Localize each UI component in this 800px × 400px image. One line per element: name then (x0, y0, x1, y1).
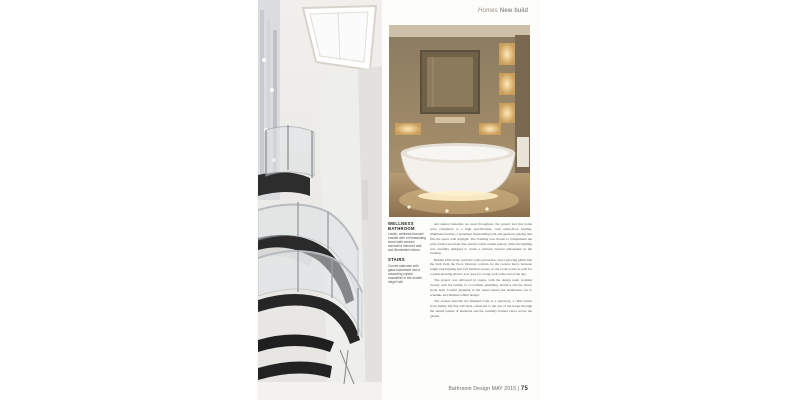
body-paragraph: and natural materials are used throughout, the project and this home were completed to a high specification, with under-floor heating, illuminated niches, a statement freestanding bath and generous glazing that fills the space with daylight. The cladding was chosen to complement the wide-format porcelain tiles and the warm walnut joinery, while the lighting was carefully designed to create a relaxed, layered atmosphere in the evening. (430, 222, 532, 256)
caption-text: Lavish, wellness-focused ensuite with a freestanding stone bath centred beneath a mirrored wall and illuminated niches. (388, 232, 426, 253)
caption-stairs (388, 258, 426, 284)
staircase-illustration (258, 0, 382, 400)
caption-text: Curved staircase with glass balustrade and a cascading crystal chandelier in the double-height hall. (388, 263, 423, 284)
page-number: 75 (520, 386, 528, 392)
caption-bathroom (388, 222, 426, 252)
staircase-photo (258, 0, 382, 400)
folio-publication: Bathroom Design (448, 386, 491, 392)
body-paragraph: The owners describe the finished room as a sanctuary, a calm retreat from family life that still feels connected to the rest of the house through the shared palette of materials and the carefully framed views across the garden. (430, 299, 532, 318)
running-head-section: New build (499, 8, 528, 14)
photo-captions (388, 222, 426, 290)
running-head-prefix: Homes (477, 8, 498, 14)
magazine-page (258, 0, 538, 400)
body-paragraph: Hidden LED strips wash the walls and niches, and a glowing plinth lifts the bath from the floor. Discreet controls let the owners move between bright task lighting and soft ambient scenes, so the room works as well for a quick morning shower as it does for a long soak at the end of the day. (430, 257, 532, 277)
caption-title: WELLNESS BATHROOM (388, 221, 415, 231)
bathroom-illustration (389, 25, 530, 217)
right-column (384, 0, 538, 400)
running-head (478, 8, 528, 14)
article-body (430, 222, 532, 320)
bathroom-photo (389, 25, 530, 217)
caption-title: STAIRS (388, 257, 405, 263)
page-folio: Bathroom Design MAY 2015 | 75 (448, 386, 528, 392)
folio-issue: MAY 2015 (491, 386, 517, 392)
body-paragraph: The project was delivered in stages, with the design team working closely with the builder to co-ordinate plumbing, electrics and the heavy stone bath. Careful planning at the outset meant the installation ran to schedule and finished within budget. (430, 278, 532, 298)
